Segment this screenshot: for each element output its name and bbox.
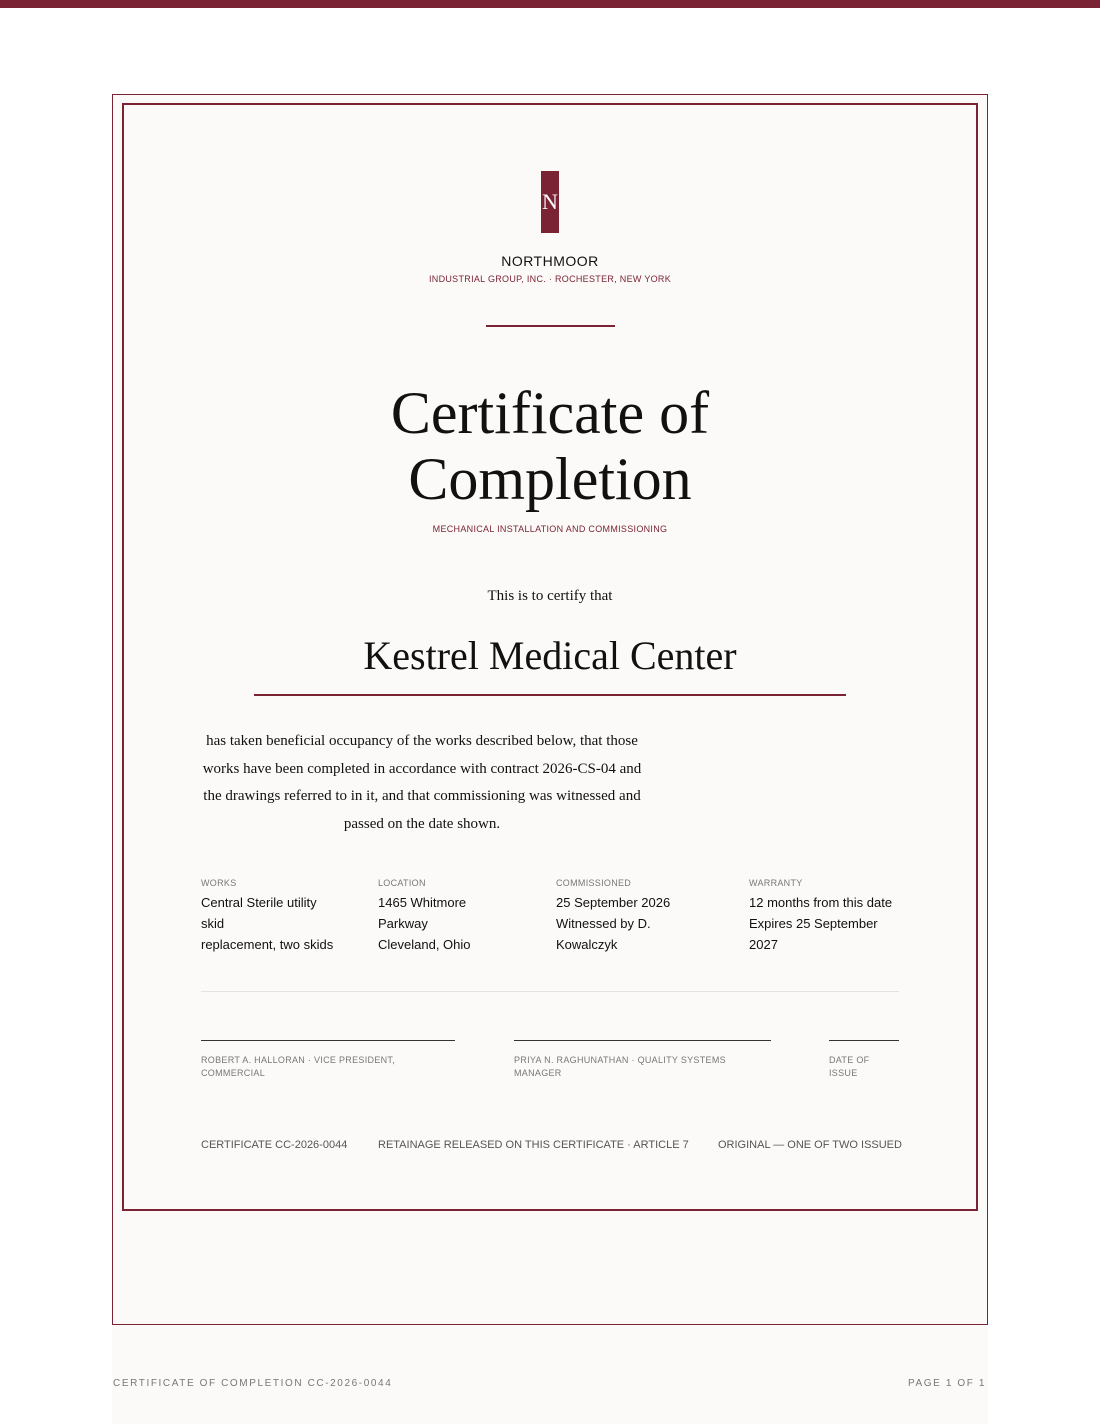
certify-intro: This is to certify that — [487, 588, 613, 604]
detail-label: WORKS — [201, 878, 237, 888]
section-divider — [201, 991, 899, 992]
detail-value-line: Kowalczyk — [556, 937, 618, 952]
date-line — [829, 1040, 899, 1041]
detail-value-line: Parkway — [378, 916, 428, 931]
detail-value-line: 12 months from this date — [749, 895, 893, 910]
detail-label: LOCATION — [378, 878, 426, 888]
retainage-note: RETAINAGE RELEASED ON THIS CERTIFICATE · ARTICLE 7 — [378, 1139, 689, 1151]
title-line-2: Completion — [408, 446, 692, 512]
detail-value-line: Expires 25 September — [749, 916, 878, 931]
signature-label-line: PRIYA N. RAGHUNATHAN · QUALITY SYSTEMS — [514, 1055, 726, 1065]
detail-label: WARRANTY — [749, 878, 803, 888]
detail-value-line: skid — [201, 916, 225, 931]
signature-label-line: MANAGER — [514, 1068, 562, 1078]
detail-value-line: Central Sterile utility — [201, 895, 317, 910]
statement-line: the drawings referred to in it, and that commissioning was witnessed and — [203, 788, 641, 804]
detail-value-line: 25 September 2026 — [556, 895, 671, 910]
detail-commissioned — [556, 878, 670, 955]
signature-line — [201, 1040, 455, 1041]
detail-works — [201, 878, 333, 955]
date-label — [829, 1054, 899, 1080]
detail-value-line: 1465 Whitmore — [378, 895, 467, 910]
detail-value-line: 2027 — [749, 937, 778, 952]
title-line-1: Certificate of — [390, 380, 710, 446]
certification-statement — [201, 728, 643, 838]
page-footer-title: CERTIFICATE OF COMPLETION CC-2026-0044 — [113, 1378, 393, 1389]
header-divider — [486, 325, 615, 327]
recipient-underline — [254, 694, 846, 696]
signature-label — [514, 1054, 771, 1080]
detail-label: COMMISSIONED — [556, 878, 632, 888]
detail-value-line: Witnessed by D. — [556, 916, 651, 931]
signature-label-line: COMMERCIAL — [201, 1068, 266, 1078]
top-accent-bar — [0, 0, 1100, 8]
signature-line — [514, 1040, 771, 1041]
date-label-line: DATE OF — [829, 1055, 870, 1065]
certificate-number: CERTIFICATE CC-2026-0044 — [201, 1139, 348, 1151]
certificate-subtitle: MECHANICAL INSTALLATION AND COMMISSIONING — [432, 524, 668, 534]
detail-value-line: Cleveland, Ohio — [378, 937, 471, 952]
company-subtitle: INDUSTRIAL GROUP, INC. · ROCHESTER, NEW YORK — [428, 274, 672, 284]
statement-line: has taken beneficial occupancy of the works described below, that those — [206, 733, 638, 749]
company-logo-icon: N — [541, 171, 559, 233]
signature-label-line: ROBERT A. HALLORAN · VICE PRESIDENT, — [201, 1055, 396, 1065]
certificate-title — [0, 380, 1100, 512]
recipient-name: Kestrel Medical Center — [363, 633, 737, 678]
signature-label — [201, 1054, 455, 1080]
detail-location — [378, 878, 471, 955]
detail-value-line: replacement, two skids — [201, 937, 334, 952]
company-name: NORTHMOOR — [501, 253, 599, 269]
date-label-line: ISSUE — [829, 1068, 858, 1078]
original-note: ORIGINAL — ONE OF TWO ISSUED — [718, 1139, 902, 1151]
statement-line: passed on the date shown. — [343, 815, 501, 832]
page-number: PAGE 1 OF 1 — [908, 1378, 986, 1389]
statement-line: works have been completed in accordance with contract 2026-CS-04 and — [202, 760, 642, 777]
detail-warranty — [749, 878, 892, 955]
